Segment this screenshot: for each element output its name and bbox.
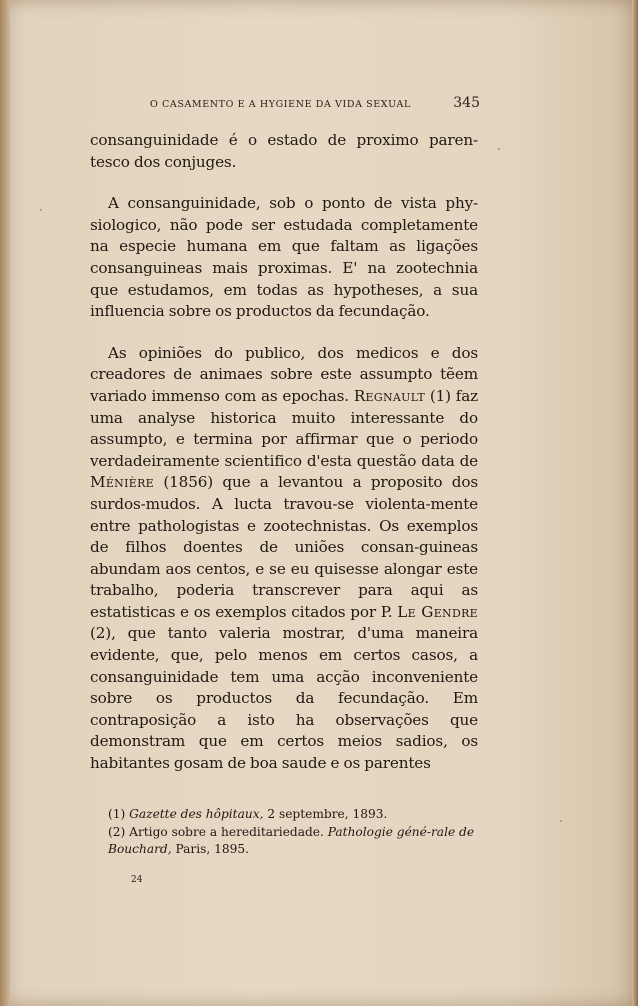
author-name-le-gendre: Le Gendre [397,602,479,621]
page-number: 345 [453,95,480,111]
paper-speck [40,209,42,211]
paper-speck [498,148,500,150]
footnote-2-mark: (2) [108,824,126,839]
paragraph-2: A consanguinidade, sob o ponto de vista phy-siologico, não pode ser estudada completamente na especie humana em que faltam as ligações consanguineas mais proximas. E' na zootechnia que estudamos, em todas as hypotheses, a sua influencia sobre os productos da fecundação. [90,194,478,321]
footnote-2-text: Artigo sobre a hereditariedade. [129,824,324,839]
footnote-1 [108,806,480,824]
footnote-1-mark: (1) [108,807,126,821]
author-name-regnault: Regnault [353,386,426,405]
paragraph-1: consanguinidade é o estado de proximo paren-tesco dos conjuges. [90,131,478,171]
footnote-1-rest: 2 septembre, 1893. [267,807,388,821]
footnote-2-rest: Paris, 1895. [175,842,250,856]
paragraph-3-part-b: (1) faz uma analyse historica muito interessante do assumpto, e termina por affirmar que o periodo verdadeiramente scientifico d'esta questão data de [90,386,478,470]
paragraph-3-part-a: As opiniões do publico, dos medicos e dos creadores de animaes sobre este assumpto tẽem variado immenso com as epochas. [90,343,478,405]
paper-speck [560,820,562,822]
paragraph-3-part-d: (2), que tanto valeria mostrar, d'uma maneira evidente, que, pelo menos em certos casos, a consanguinidade tem uma acção inconveniente sobre os productos da fecundação. Em contraposição a isto ha observações que demonstram que em certos meios sadios, os habitantes gosam de boa saude e os parentes [90,624,478,773]
page-header [150,95,480,115]
page-left-edge [0,0,10,1006]
footnote-1-title: Gazette des hôpitaux, [129,807,264,821]
author-name-meniere: Ménière [90,473,154,492]
page-right-edge [632,0,638,1006]
paragraph-3-part-c: (1856) que a levantou a proposito dos surdos-mudos. A lucta travou-se violenta-mente entre pathologistas e zootechnistas. Os exemplos de filhos doentes de uniões consan-guineas abundam aos centos, e se eu quisesse alongar este trabalho, poderia transcrever para aqui as estatisticas e os exemplos citados por P. [90,473,478,621]
footnote-2-title: Pathologie géné-rale de Bouchard, [108,824,475,856]
running-title: O CASAMENTO E A HYGIENE DA VIDA SEXUAL [150,99,411,110]
body-text [90,130,478,775]
signature-mark: 24 [131,875,143,885]
paragraph-3 [90,343,478,775]
footnotes [108,806,480,859]
footnote-2 [108,824,480,859]
